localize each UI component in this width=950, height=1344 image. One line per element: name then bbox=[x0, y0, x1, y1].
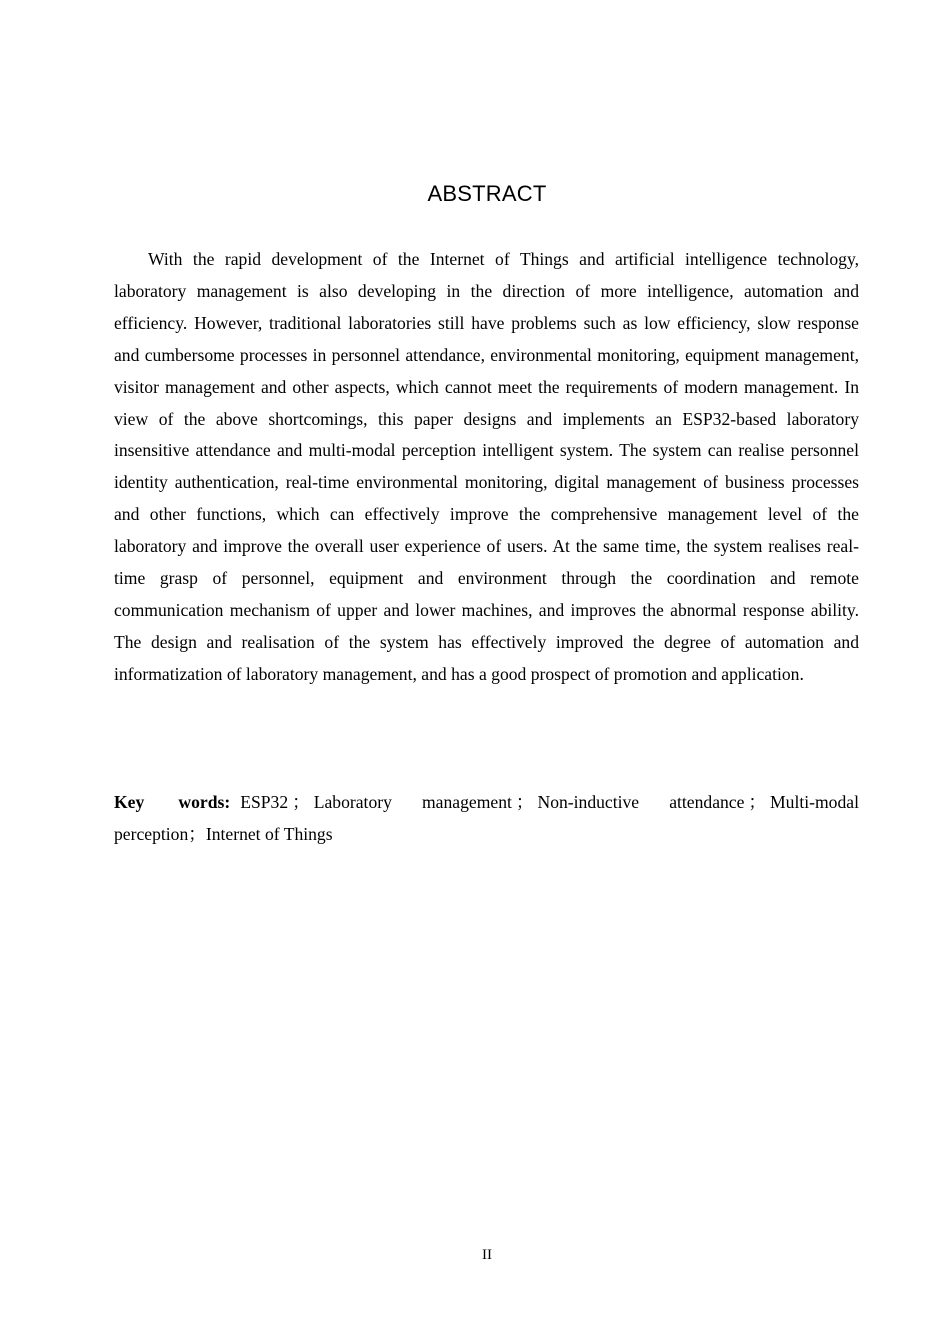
abstract-body: With the rapid development of the Internet of Things and artificial intelligence technology, laboratory management is also developing in the direction of more intelligence, automation and efficiency. However, traditional laboratories still have problems such as low efficiency, slow response and cumbersome processes in personnel attendance, environmental monitoring, equipment management, visitor management and other aspects, which cannot meet the requirements of modern management. In view of the above shortcomings, this paper designs and implements an ESP32-based laboratory insensitive attendance and multi-modal perception intelligent system. The system can realise personnel identity authentication, real-time environmental monitoring, digital management of business processes and other functions, which can effectively improve the comprehensive management level of the laboratory and improve the overall user experience of users. At the same time, the system realises real-time grasp of personnel, equipment and environment through the coordination and remote communication mechanism of upper and lower machines, and improves the abnormal response ability. The design and realisation of the system has effectively improved the degree of automation and informatization of laboratory management, and has a good prospect of promotion and application. bbox=[114, 249, 859, 684]
keyword-separator: ； bbox=[188, 823, 206, 844]
abstract-title: ABSTRACT bbox=[427, 181, 547, 206]
keyword-separator: ； bbox=[748, 792, 767, 812]
keyword-separator: ； bbox=[515, 792, 534, 812]
keywords-line bbox=[114, 787, 859, 851]
keyword-item: Non-inductive attendance bbox=[537, 792, 745, 812]
keyword-item: Internet of Things bbox=[205, 823, 333, 844]
page-number: II bbox=[482, 1247, 492, 1263]
keywords-label: Key words: bbox=[114, 792, 231, 812]
keyword-item: ESP32 bbox=[240, 792, 289, 812]
keyword-item: Laboratory management bbox=[313, 792, 512, 812]
keyword-item: Multi-modal perception bbox=[114, 792, 859, 844]
keyword-separator: ； bbox=[292, 792, 310, 812]
